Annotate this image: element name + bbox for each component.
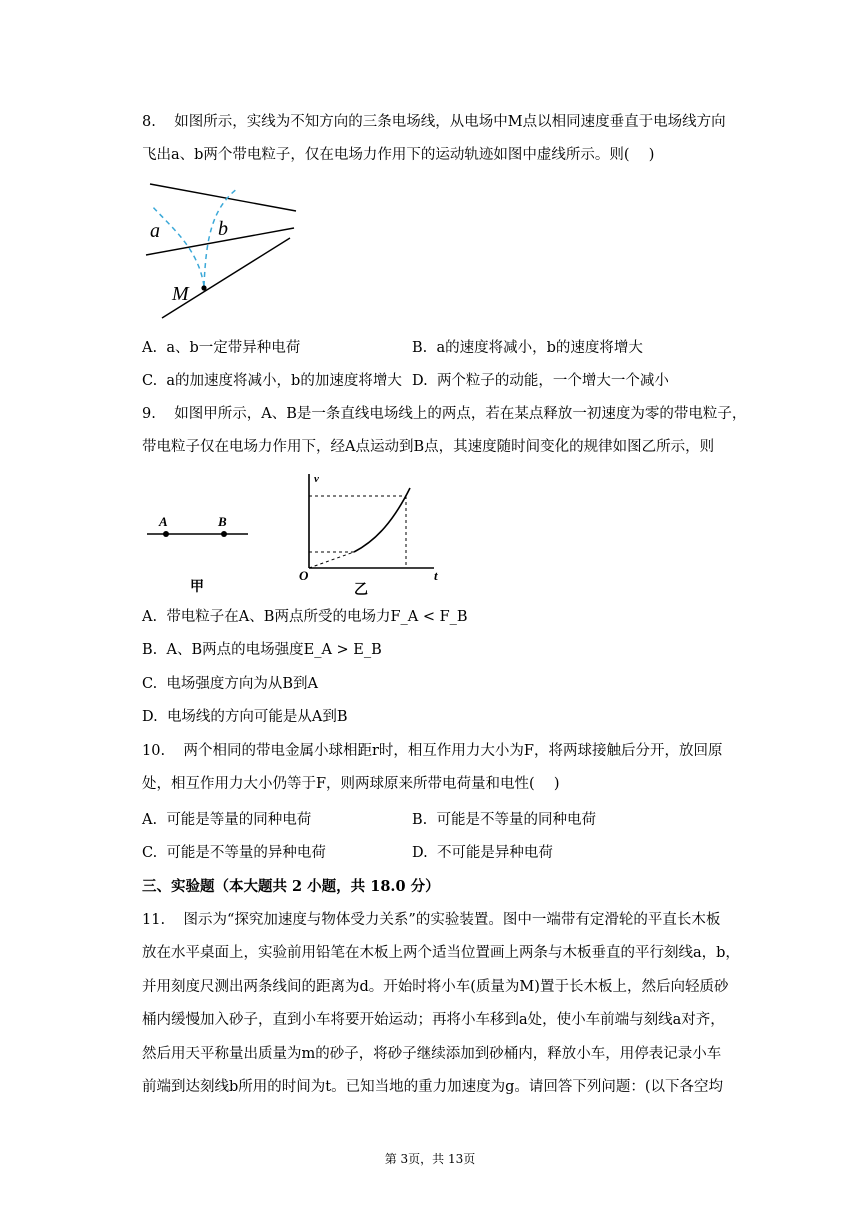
caption-jia: 甲	[190, 579, 204, 595]
label-t: t	[434, 568, 438, 583]
q8-option-b: B. a的速度将减小，b的速度将增大	[412, 340, 643, 356]
q10-option-a: A. 可能是等量的同种电荷	[142, 812, 312, 828]
q10-number: 10.	[142, 743, 166, 759]
q11-line4: 桶内缓慢加入砂子，直到小车将要开始运动；再将小车移到a处，使小车前端与刻线a对齐，	[142, 1012, 725, 1028]
q11-number: 11.	[142, 912, 166, 928]
q8-option-c: C. a的加速度将减小，b的加速度将增大	[142, 373, 402, 389]
q11-line3: 并用刻度尺测出两条线间的距离为d。开始时将小车(质量为M)置于长木板上，然后向轻质砂	[142, 979, 729, 995]
q8-field-lines-figure	[142, 178, 302, 323]
q8-line2: 飞出a、b两个带电粒子，仅在电场力作用下的运动轨迹如图中虚线所示。则( )	[142, 147, 655, 163]
q10-option-d: D. 不可能是异种电荷	[412, 845, 553, 861]
v-t-curve	[354, 488, 410, 552]
label-O: O	[299, 568, 309, 583]
caption-yi: 乙	[354, 582, 368, 598]
label-a: a	[150, 220, 160, 242]
q8-number: 8.	[142, 114, 156, 130]
q8-option-a: A. a、b一定带异种电荷	[142, 340, 301, 356]
q8-text-1: 如图所示，实线为不知方向的三条电场线，从电场中M点以相同速度垂直于电场线方向	[174, 114, 726, 130]
dash-tangent	[309, 552, 354, 568]
q11-line2: 放在水平桌面上，实验前用铅笔在木板上两个适当位置画上两条与木板垂直的平行刻线a，b，	[142, 945, 740, 961]
label-A: A	[159, 514, 168, 529]
q11-line5: 然后用天平称量出质量为m的砂子，将砂子继续添加到砂桶内，释放小车，用停表记录小车	[142, 1046, 722, 1062]
label-b: b	[218, 218, 228, 240]
q9-text-1: 如图甲所示，A、B是一条直线电场线上的两点，若在某点释放一初速度为零的带电粒子，	[174, 406, 747, 422]
field-line-top	[150, 184, 296, 211]
point-B	[221, 531, 227, 537]
page-footer: 第 3页，共 13页	[384, 1152, 476, 1166]
q10-text-1: 两个相同的带电金属小球相距r时，相互作用力大小为F，将两球接触后分开，放回原	[183, 743, 723, 759]
point-M	[201, 285, 206, 290]
q9-option-b: B. A、B两点的电场强度E_A > E_B	[142, 642, 382, 658]
point-A	[163, 531, 169, 537]
q9-number: 9.	[142, 406, 156, 422]
section-heading: 三、实验题（本大题共 2 小题，共 18.0 分）	[142, 878, 440, 895]
q10-line1	[142, 741, 723, 761]
q8-line1	[142, 112, 726, 132]
q8-option-d: D. 两个粒子的动能，一个增大一个减小	[412, 373, 669, 389]
q9-line2: 带电粒子仅在电场力作用下，经A点运动到B点，其速度随时间变化的规律如图乙所示，则	[142, 439, 715, 455]
q10-line2: 处，相互作用力大小仍等于F，则两球原来所带电荷量和电性( )	[142, 776, 560, 792]
q10-option-c: C. 可能是不等量的异种电荷	[142, 845, 326, 861]
q11-line1	[142, 910, 720, 930]
label-M: M	[172, 283, 189, 305]
label-v: v	[314, 473, 319, 485]
q10-option-b: B. 可能是不等量的同种电荷	[412, 812, 596, 828]
label-B: B	[218, 514, 227, 529]
q11-text-1: 图示为“探究加速度与物体受力关系”的实验装置。图中一端带有定滑轮的平直长木板	[183, 912, 721, 928]
q11-line6: 前端到达刻线b所用的时间为t。已知当地的重力加速度为g。请回答下列问题：(以下各空均	[142, 1079, 724, 1095]
q9-option-c: C. 电场强度方向为从B到A	[142, 676, 319, 692]
field-line-bottom	[162, 238, 290, 318]
q9-figure	[142, 468, 452, 600]
q9-option-a: A. 带电粒子在A、B两点所受的电场力F_A < F_B	[142, 609, 468, 625]
q9-option-d: D. 电场线的方向可能是从A到B	[142, 709, 348, 725]
q9-line1	[142, 404, 746, 424]
